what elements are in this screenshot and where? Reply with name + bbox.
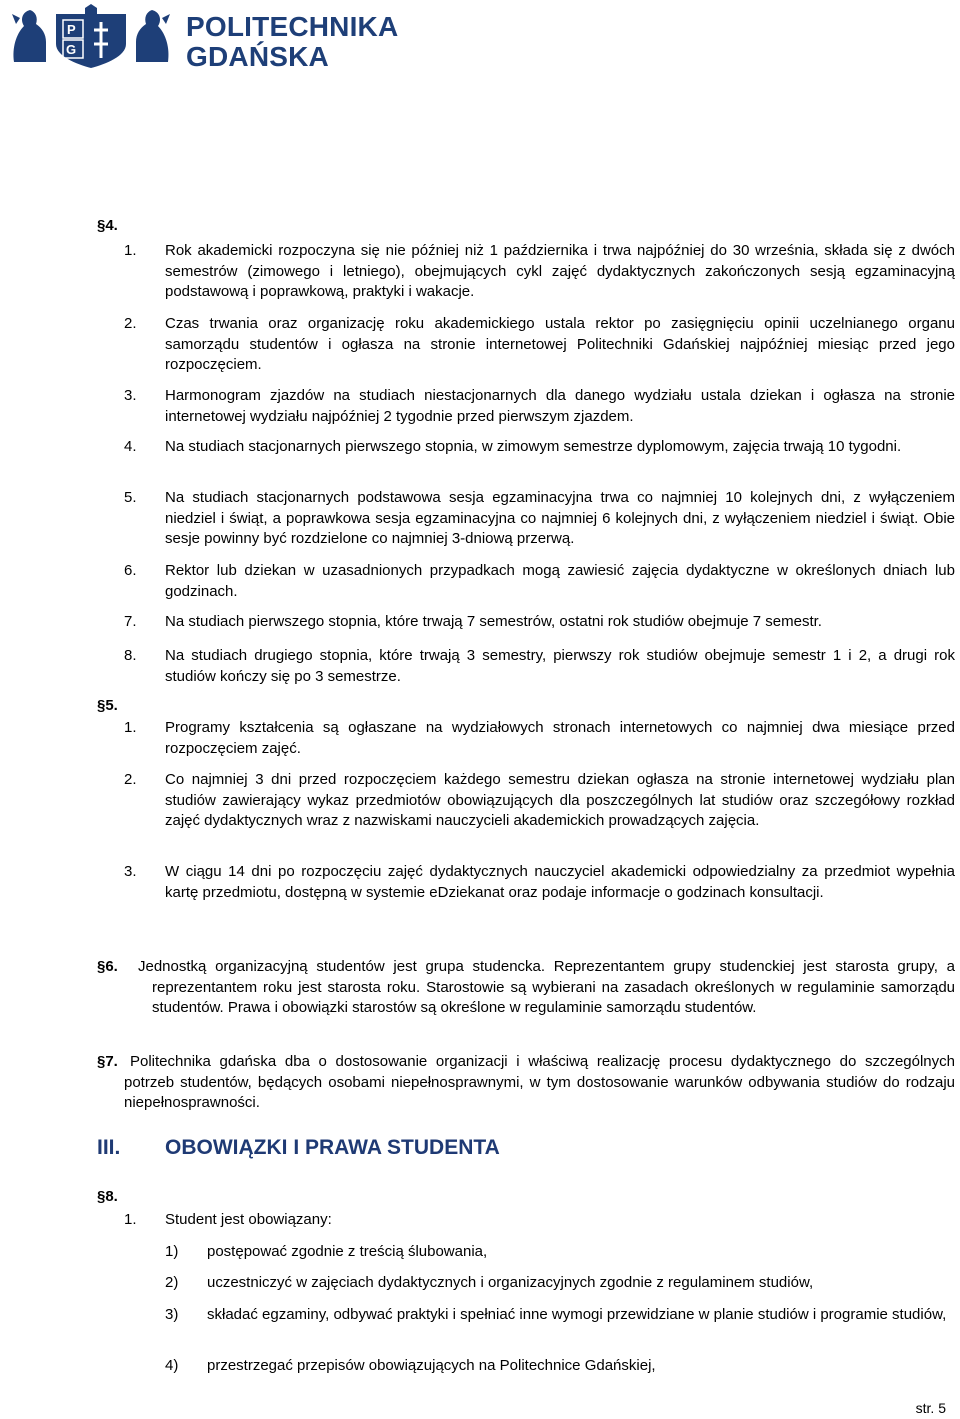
subitem-number: 2) — [165, 1274, 179, 1291]
list-item: Na studiach stacjonarnych pierwszego stopnia, w zimowym semestrze dyplomowym, zajęcia trwają 10 tygodni. — [165, 438, 902, 455]
section-8-intro: Student jest obowiązany: — [165, 1211, 332, 1228]
university-logo — [6, 4, 406, 74]
list-item: Na studiach stacjonarnych podstawowa sesja egzaminacyjna trwa co najmniej 10 kolejnych dni, z wyłączeniem niedziel i świąt, a poprawkowa sesja egzaminacyjna co najmniej 6 kolejnych dni, z wyłączeniem niedziel i świąt. Obie sesje powinny być rozdzielone co najmniej 3-dniową przerwą. — [165, 489, 955, 547]
subitem: postępować zgodnie z treścią ślubowania, — [207, 1243, 488, 1260]
svg-text:G: G — [66, 42, 77, 57]
section-7-text: Politechnika gdańska dba o dostosowanie organizacji i właściwą realizację procesu dydaktycznego do szczególnych potrzeb studentów, będących osobami niepełnosprawnymi, w tym dostosowanie warunków odbywania studiów do rodzaju niepełnosprawności. — [124, 1053, 955, 1111]
list-item: W ciągu 14 dni po rozpoczęciu zajęć dydaktycznych nauczyciel akademicki odpowiedzialny za przedmiot wypełnia kartę przedmiotu, dostępną w systemie eDziekanat oraz podaje informacje o godzinach konsultacji. — [165, 863, 955, 901]
item-number: 3. — [124, 863, 137, 880]
page-number: str. 5 — [915, 1400, 946, 1416]
list-item: Rok akademicki rozpoczyna się nie później niż 1 października i trwa najpóźniej do 30 września, składa się z dwóch semestrów (zimowego i letniego), obejmujących cykl zajęć dydaktycznych zakończonych sesją egzaminacyjną podstawową i poprawkową, praktyki i wakacje. — [165, 242, 955, 300]
logo-wordmark — [186, 12, 398, 72]
item-number: 3. — [124, 387, 137, 404]
section-6-label: §6. — [97, 958, 118, 975]
chapter-numeral: III. — [97, 1136, 121, 1159]
section-8-label: §8. — [97, 1188, 118, 1205]
logo-line-2: GDAŃSKA — [186, 41, 329, 72]
item-number: 1. — [124, 1211, 137, 1228]
chapter-title: OBOWIĄZKI I PRAWA STUDENTA — [165, 1136, 500, 1159]
item-number: 7. — [124, 613, 137, 630]
item-number: 1. — [124, 719, 137, 736]
item-number: 2. — [124, 771, 137, 788]
list-item: Na studiach drugiego stopnia, które trwają 3 semestry, pierwszy rok studiów obejmuje semestr 1 i 2, a drugi rok studiów kończy się po 3 semestrze. — [165, 647, 955, 685]
svg-text:P: P — [67, 22, 76, 37]
list-item: Rektor lub dziekan w uzasadnionych przypadkach mogą zawiesić zajęcia dydaktyczne w określonych dniach lub godzinach. — [165, 562, 955, 600]
subitem-number: 3) — [165, 1306, 179, 1323]
item-number: 6. — [124, 562, 137, 579]
section-5-label: §5. — [97, 697, 118, 714]
section-7-label: §7. — [97, 1053, 118, 1070]
item-number: 8. — [124, 647, 137, 664]
logo-line-1: POLITECHNIKA — [186, 11, 399, 42]
list-item: Czas trwania oraz organizację roku akademickiego ustala rektor po zasięgnięciu opinii uczelnianego organu samorządu studentów i ogłasza na stronie internetowej Politechniki Gdańskiej najpóźniej miesiąc przed jego rozpoczęciem. — [165, 315, 955, 373]
subitem-number: 4) — [165, 1357, 179, 1374]
coat-of-arms-icon — [6, 4, 176, 70]
item-number: 4. — [124, 438, 137, 455]
list-item: Harmonogram zjazdów na studiach niestacjonarnych dla danego wydziału ustala dziekan i ogłasza na stronie internetowej wydziału najpóźniej 2 tygodnie przed pierwszym zjazdem. — [165, 387, 955, 425]
list-item: Na studiach pierwszego stopnia, które trwają 7 semestrów, ostatni rok studiów obejmuje 7 semestr. — [165, 613, 822, 630]
section-4-label: §4. — [97, 217, 118, 234]
subitem: składać egzaminy, odbywać praktyki i spełniać inne wymogi przewidziane w planie studiów i programie studiów, — [207, 1306, 947, 1323]
item-number: 2. — [124, 315, 137, 332]
list-item: Co najmniej 3 dni przed rozpoczęciem każdego semestru dziekan ogłasza na stronie internetowej wydziału plan studiów zawierający wykaz przedmiotów obowiązujących dla poszczególnych lat studiów oraz szczegółowy rozkład zajęć dydaktycznych wraz z nazwiskami nauczycieli akademickich prowadzących zajęcia. — [165, 771, 955, 829]
section-6-text: Jednostką organizacyjną studentów jest grupa studencka. Reprezentantem grupy studenckiej jest starosta grupy, a reprezentantem roku jest starosta roku. Starostowie są wybierani na zasadach określonych w regulaminie samorządu studentów. Prawa i obowiązki starostów są określone w regulaminie samorządu studentów. — [138, 958, 955, 1016]
item-number: 5. — [124, 489, 137, 506]
subitem: przestrzegać przepisów obowiązujących na Politechnice Gdańskiej, — [207, 1357, 656, 1374]
subitem-number: 1) — [165, 1243, 179, 1260]
list-item: Programy kształcenia są ogłaszane na wydziałowych stronach internetowych co najmniej dwa miesiące przed rozpoczęciem zajęć. — [165, 719, 955, 757]
subitem: uczestniczyć w zajęciach dydaktycznych i organizacyjnych zgodnie z regulaminem studiów, — [207, 1274, 814, 1291]
item-number: 1. — [124, 242, 137, 259]
